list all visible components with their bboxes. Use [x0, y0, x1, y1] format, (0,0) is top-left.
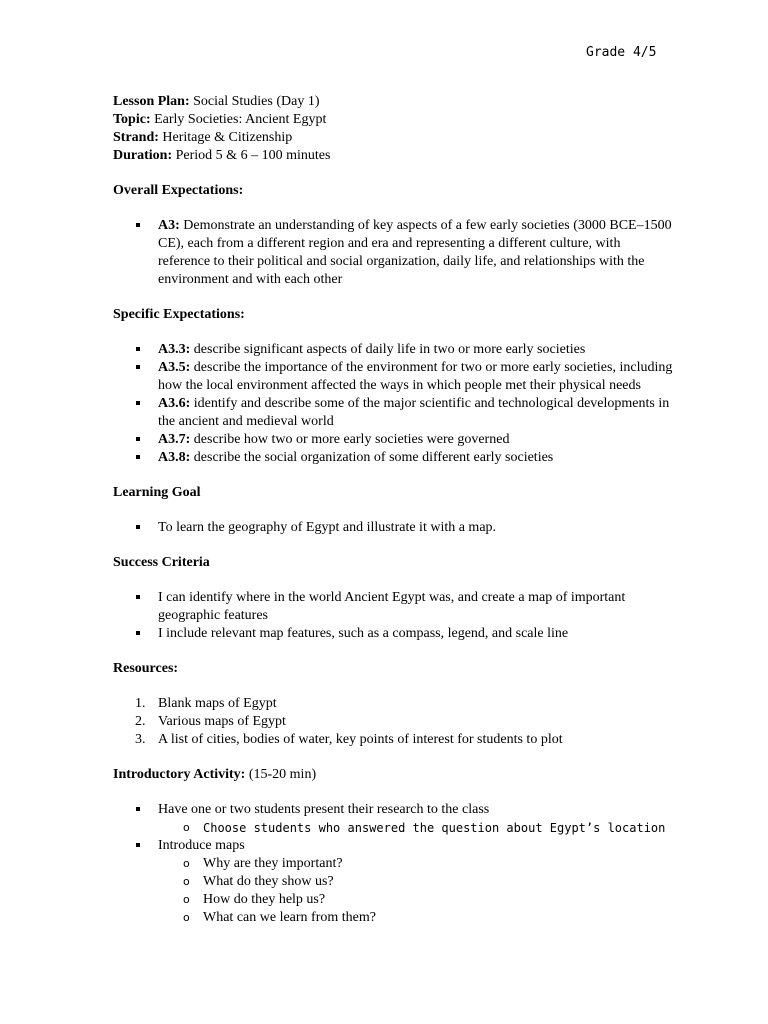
resource-text: Various maps of Egypt: [158, 714, 286, 729]
lesson-plan-line: [113, 93, 673, 111]
expectation-text: describe the social organization of some different early societies: [190, 450, 554, 465]
expectation-text: describe how two or more early societies were governed: [190, 432, 510, 447]
lesson-plan-value: Social Studies (Day 1): [189, 94, 320, 109]
expectation-text: describe the importance of the environment for two or more early societies, including how the local environment affected the ways in which people met their physical needs: [158, 360, 673, 393]
expectation-code: A3:: [158, 218, 180, 233]
expectation-text: identify and describe some of the major scientific and technological developments in the ancient and medieval world: [158, 396, 670, 429]
list-item: [113, 837, 673, 927]
list-item: [113, 731, 673, 749]
expectation-code: A3.5:: [158, 360, 191, 375]
duration-label: Duration:: [113, 148, 173, 163]
overall-expectations-heading: Overall Expectations:: [113, 183, 244, 198]
duration-line: [113, 147, 673, 165]
list-item: [113, 801, 673, 837]
topic-line: [113, 111, 673, 129]
expectation-code: A3.7:: [158, 432, 191, 447]
resource-text: Blank maps of Egypt: [158, 696, 277, 711]
sub-list: [158, 855, 673, 927]
list-number: 2.: [135, 714, 146, 729]
sub-list-item: o Choose students who answered the question about Egypt’s location: [113, 819, 673, 837]
expectation-text: Demonstrate an understanding of key aspects of a few early societies (3000 BCE–1500 CE), each from a different region and era and representing a different culture, with reference to their political and social organization, daily life, and relationships with the environment and with each other: [158, 218, 672, 287]
resource-text: A list of cities, bodies of water, key points of interest for students to plot: [158, 732, 563, 747]
expectation-text: describe significant aspects of daily life in two or more early societies: [190, 342, 586, 357]
strand-value: Heritage & Citizenship: [158, 130, 293, 145]
expectation-code: A3.3:: [158, 342, 191, 357]
lesson-plan-label: Lesson Plan:: [113, 94, 190, 109]
expectation-code: A3.8:: [158, 450, 191, 465]
grade-label: Grade 4/5: [586, 45, 657, 60]
learning-goal-list: [113, 519, 673, 537]
duration-value: Period 5 & 6 – 100 minutes: [172, 148, 331, 163]
lesson-plan-document: [113, 93, 673, 927]
list-item: [113, 359, 673, 395]
list-item: [113, 431, 673, 449]
list-item: [113, 713, 673, 731]
topic-value: Early Societies: Ancient Egypt: [150, 112, 327, 127]
list-number: 3.: [135, 732, 146, 747]
expectation-code: A3.6:: [158, 396, 191, 411]
sub-list-item: o What can we learn from them?: [113, 909, 673, 927]
list-item: To learn the geography of Egypt and illustrate it with a map.: [113, 519, 673, 537]
activity-text: Introduce maps: [158, 838, 245, 853]
list-item: [113, 395, 673, 431]
overall-expectations-list: [113, 217, 673, 289]
strand-line: [113, 129, 673, 147]
specific-expectations-list: [113, 341, 673, 467]
list-item: [113, 695, 673, 713]
specific-expectations-heading: Specific Expectations:: [113, 307, 245, 322]
list-number: 1.: [135, 696, 146, 711]
intro-heading-label: Introductory Activity:: [113, 767, 246, 782]
list-item: [113, 449, 673, 467]
sub-list-item: o How do they help us?: [113, 891, 673, 909]
resources-heading: Resources:: [113, 661, 179, 676]
list-item: I include relevant map features, such as a compass, legend, and scale line: [113, 625, 673, 643]
list-item: [113, 341, 673, 359]
success-criteria-list: [113, 589, 673, 643]
activity-text: Have one or two students present their research to the class: [158, 802, 490, 817]
sub-list-item: o Why are they important?: [113, 855, 673, 873]
list-item: I can identify where in the world Ancient Egypt was, and create a map of important geographic features: [113, 589, 673, 625]
sub-list: [158, 819, 673, 837]
resources-list: [113, 695, 673, 749]
list-item: [113, 217, 673, 289]
intro-duration: (15-20 min): [245, 767, 317, 782]
success-criteria-heading: Success Criteria: [113, 555, 210, 570]
introductory-activity-heading: [113, 766, 673, 784]
introductory-activity-list: [113, 801, 673, 927]
lesson-meta: [113, 93, 673, 165]
strand-label: Strand:: [113, 130, 159, 145]
sub-list-item: o What do they show us?: [113, 873, 673, 891]
learning-goal-heading: Learning Goal: [113, 485, 201, 500]
topic-label: Topic:: [113, 112, 151, 127]
